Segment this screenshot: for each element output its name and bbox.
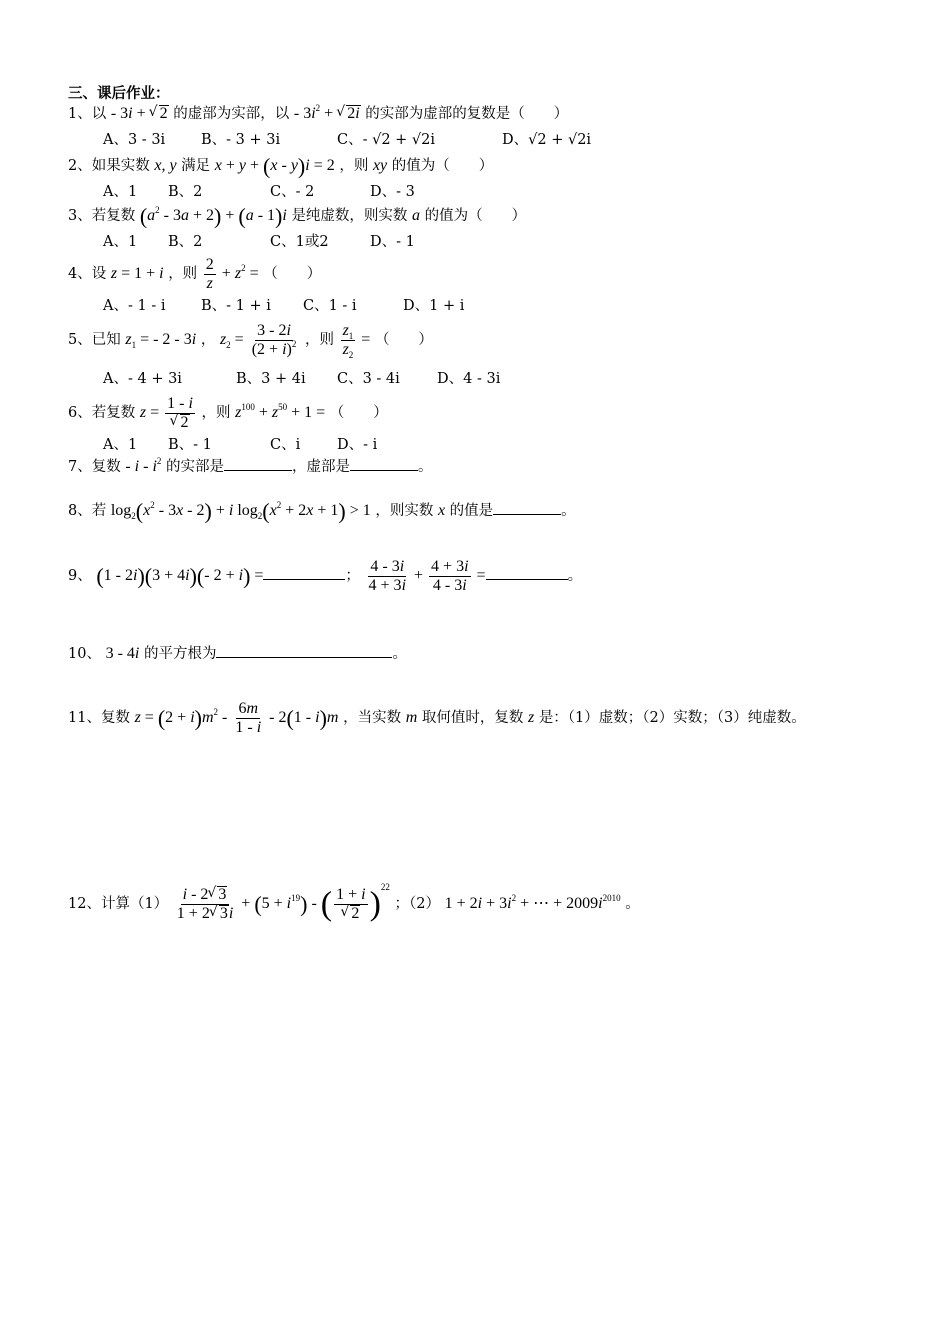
option-a: A、- 1 - i xyxy=(103,298,166,314)
math-expression: x, y xyxy=(154,157,177,174)
question-number: 6、 xyxy=(68,405,92,421)
question-number: 2、 xyxy=(68,158,92,174)
question-number: 10、 xyxy=(68,646,101,662)
math-expression: $1 + 2i + 3i^2$ + ⋯ + $2009i^{2010}$ xyxy=(444,893,621,912)
answer-blank[interactable] xyxy=(224,456,292,471)
question-text: 的值为（ ） xyxy=(391,158,494,174)
question-2 xyxy=(68,153,494,179)
question-number: 1、 xyxy=(68,106,92,122)
answer-blank[interactable] xyxy=(486,565,568,580)
question-text: 的虚部为实部，以 xyxy=(173,106,290,122)
option-c: C、1 - i xyxy=(303,298,357,314)
option-b: B、- 3 + 3i xyxy=(201,132,281,148)
question-text: ；（2） xyxy=(394,896,441,912)
question-text: 复数 xyxy=(100,710,130,726)
question-text: 的实部是 xyxy=(166,459,225,475)
option-b: B、- 1 xyxy=(168,437,212,453)
question-text: （ ） xyxy=(263,266,322,282)
question-6 xyxy=(68,388,388,438)
option-d: D、1 + i xyxy=(403,298,465,314)
question-number: 5、 xyxy=(68,332,92,348)
option-a: A、3 - 3i xyxy=(103,132,166,148)
question-text: 若 xyxy=(91,503,107,519)
math-expression: xy xyxy=(372,157,388,174)
question-text: ，则 xyxy=(339,158,369,174)
option-c: C、3 - 4i xyxy=(337,371,400,387)
question-text: 。 xyxy=(392,646,407,662)
option-c: C、i xyxy=(270,437,301,453)
math-expression: x + y + (x - y)i = 2 xyxy=(214,153,335,179)
math-expression: $\frac{4 - 3i}{4 + 3i}$ + $\frac{4 + 3i}{4 - 3i}$ = xyxy=(368,557,486,594)
question-number: 11、 xyxy=(68,710,101,726)
math-expression: z = 1 - i √ 2 xyxy=(140,404,197,421)
math-expression: (1 - 2i)(3 + 4i)(- 2 + i) = xyxy=(96,563,264,589)
question-text: ，则 xyxy=(304,332,334,348)
question-number: 9、 xyxy=(68,568,92,584)
question-text: 的值是 xyxy=(449,503,494,519)
question-text: ， xyxy=(200,332,216,348)
question-text: 如果实数 xyxy=(91,158,150,174)
question-9 xyxy=(68,552,582,600)
answer-blank[interactable] xyxy=(216,643,392,658)
math-expression: - $3i^2$ + √ 2i xyxy=(294,105,361,122)
question-8 xyxy=(68,498,576,524)
option-a: A、1 xyxy=(103,437,138,453)
option-d: D、- 1 xyxy=(370,234,415,250)
question-text: 的平方根为 xyxy=(143,646,217,662)
question-text: ，虚部是 xyxy=(292,459,351,475)
math-expression: $(a^2 - 3a + 2) + (a - 1)i$ xyxy=(139,203,287,229)
math-expression: z = 1 + i xyxy=(110,265,164,282)
question-text: 是：（1）虚数；（2）实数；（3）纯虚数。 xyxy=(538,710,806,726)
question-text: 以 xyxy=(91,106,107,122)
option-a: A、- 4 + 3i xyxy=(103,371,182,387)
option-d: D、- i xyxy=(337,437,378,453)
question-text: ，当实数 xyxy=(343,710,402,726)
question-text: ，则 xyxy=(168,266,198,282)
math-expression: $\frac{2}{z}$ + $z^2$ = xyxy=(205,255,259,292)
question-text: 。 xyxy=(567,568,583,584)
question-number: 7、 xyxy=(68,459,92,475)
question-text: 已知 xyxy=(91,332,121,348)
math-expression: z xyxy=(527,709,535,726)
question-text: 计算（1） xyxy=(100,896,169,912)
question-text: （ ） xyxy=(329,405,388,421)
math-expression: $z^{100} + z^{50} + 1$ = xyxy=(235,402,326,421)
answer-blank[interactable] xyxy=(263,565,345,580)
question-text: 若复数 xyxy=(91,208,136,224)
question-11 xyxy=(68,694,806,742)
answer-blank[interactable] xyxy=(350,456,418,471)
question-text: （ ） xyxy=(374,332,433,348)
math-expression: m xyxy=(405,709,418,726)
option-d: D、√2 + √2i xyxy=(502,132,592,148)
question-text: 是纯虚数，则实数 xyxy=(291,208,408,224)
math-expression: x xyxy=(437,502,446,519)
question-text: 满足 xyxy=(181,158,211,174)
question-text: 设 xyxy=(91,266,107,282)
option-b: B、- 1 + i xyxy=(201,298,271,314)
separator: ； xyxy=(345,568,360,584)
option-c: C、- 2 xyxy=(270,184,315,200)
math-expression: - i - $i^2$ xyxy=(125,456,162,475)
section-title: 三、课后作业： xyxy=(68,86,170,102)
question-10 xyxy=(68,643,407,664)
math-expression: 3 - 4i xyxy=(105,645,140,662)
option-b: B、2 xyxy=(168,184,203,200)
option-a: A、1 xyxy=(103,184,138,200)
answer-blank[interactable] xyxy=(493,500,561,515)
question-5 xyxy=(68,316,433,364)
question-text: 。 xyxy=(561,503,576,519)
question-number: 8、 xyxy=(68,503,92,519)
math-expression: $\frac{i - 2√ 3}{1 + 2√ 3i}$ + $(5 + i^{19})$ - ( 1 + i √ 2 )$^{22}$ xyxy=(173,895,390,912)
question-text: 取何值时，复数 xyxy=(421,710,524,726)
math-expression: $z_2$ = $\frac{3 - 2i}{(2 + i)^2}$ xyxy=(219,321,297,358)
math-expression: $z = (2 + i)m^2$ - $\frac{6m}{1 - i}$ - 2(1 - i)m xyxy=(134,699,339,736)
option-b: B、3 + 4i xyxy=(236,371,306,387)
question-4 xyxy=(68,252,321,296)
question-text: 。 xyxy=(625,896,640,912)
question-text: ，则 xyxy=(201,405,231,421)
question-text: ，则实数 xyxy=(375,503,434,519)
math-expression: $z_1$ = - 2 - 3i xyxy=(125,331,197,350)
question-text: 若复数 xyxy=(91,405,136,421)
question-text: 的实部为虚部的复数是（ ） xyxy=(365,106,569,122)
math-expression: - 3i + √ 2 xyxy=(111,105,169,122)
question-1 xyxy=(68,104,568,124)
question-text: 的值为（ ） xyxy=(424,208,527,224)
question-7 xyxy=(68,456,433,477)
math-expression: $\frac{z_1}{z_2}$ = xyxy=(342,321,371,360)
question-3 xyxy=(68,203,527,229)
math-expression: a xyxy=(412,207,421,224)
option-d: D、4 - 3i xyxy=(437,371,501,387)
question-text: 。 xyxy=(418,459,433,475)
option-c: C、- √2 + √2i xyxy=(337,132,436,148)
option-c: C、1或2 xyxy=(270,234,329,250)
question-text: 复数 xyxy=(91,459,121,475)
option-d: D、- 3 xyxy=(370,184,415,200)
math-expression: $\log_2(x^2 - 3x - 2) + i$ $\log_2(x^2 + 2x + 1) > 1$ xyxy=(110,498,371,524)
option-b: B、2 xyxy=(168,234,203,250)
question-number: 4、 xyxy=(68,266,92,282)
question-number: 3、 xyxy=(68,208,92,224)
option-a: A、1 xyxy=(103,234,138,250)
question-number: 12、 xyxy=(68,896,101,912)
question-12 xyxy=(68,876,640,932)
